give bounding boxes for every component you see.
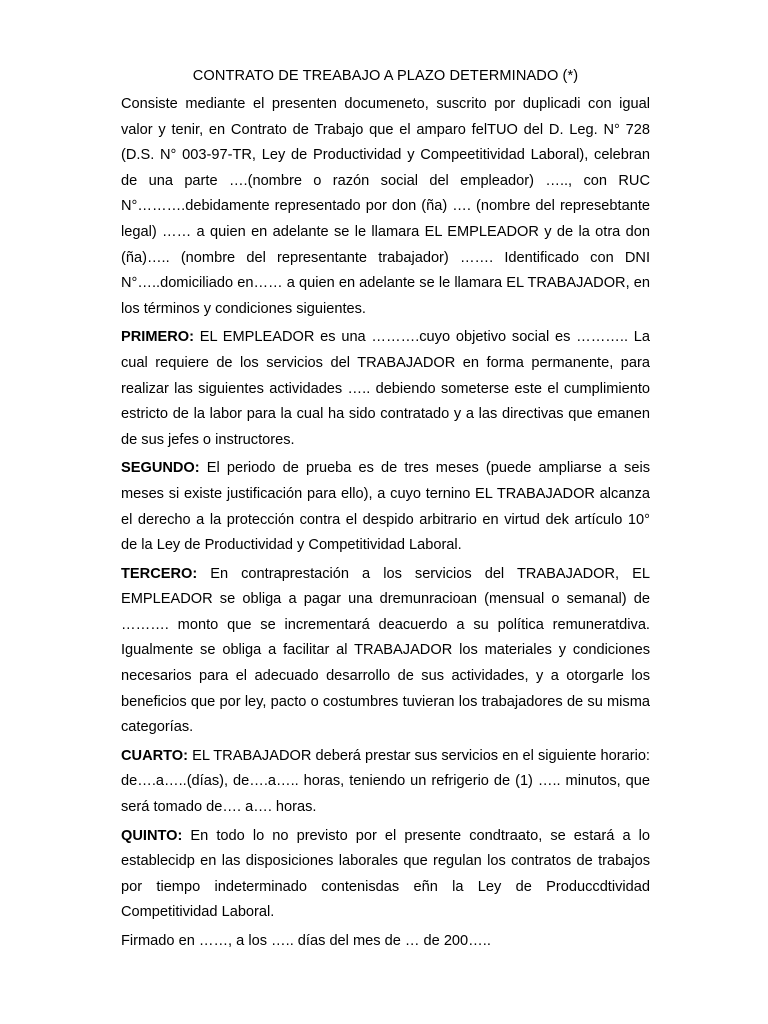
intro-paragraph: Consiste mediante el presenten documeneto, suscrito por duplicadi con igual valor y tenir, en Contrato de Trabajo que el amparo felTUO del D. Leg. N° 728 (D.S. N° 003-97-TR, Ley de Productividad y Compeetitividad Laboral), celebran de una parte ….(nombre o razón social del empleador) ….., con RUC N°……….debidamente representado por don (ña) …. (nombre del represebtante legal) …… a quien en adelante se le llamara EL EMPLEADOR y de la otra don (ña)….. (nombre del representante trabajador) ……. Identificado con DNI N°…..domiciliado en…… a quien en adelante se le llamara EL TRABAJADOR, en los términos y condiciones siguientes. <box>121 96 650 317</box>
clause-text: En todo lo no previsto por el presente condtraato, se estará a lo establecidp en las disposiciones laborales que regulan los contratos de trabajos por tiempo indeterminado contenisdas eñn la Ley de Produccdtividad Competitividad Laboral. <box>121 827 650 921</box>
signature-line: Firmado en ……, a los ….. días del mes de … de 200….. <box>121 933 491 949</box>
contract-page <box>121 66 650 955</box>
clause-heading: CUARTO: <box>121 747 189 764</box>
clause-text: EL TRABAJADOR deberá prestar sus servicios en el siguiente horario: de….a…..(días), de….a….. horas, teniendo un refrigerio de (1) ….. minutos, que será tomado de…. a…. horas. <box>121 747 650 816</box>
clause-heading: TERCERO: <box>121 565 198 582</box>
clause-heading: QUINTO: <box>121 827 183 844</box>
clause-quinto <box>121 824 650 926</box>
clause-text: EL EMPLEADOR es una ……….cuyo objetivo social es ……….. La cual requiere de los servicios del TRABAJADOR en forma permanente, para realizar las siguientes actividades ….. debiendo someterse este el cumplimiento estricto de la labor para la cual ha sido contratado y a las directivas que emanen de sus jefes o instructores. <box>121 329 650 448</box>
clause-text: El periodo de prueba es de tres meses (puede ampliarse a seis meses si existe justificación para ello), a cuyo ternino EL TRABAJADOR alcanza el derecho a la protección contra el despido arbitrario en virtud dek artículo 10° de la Ley de Productividad y Competitividad Laboral. <box>121 460 650 554</box>
clause-heading: PRIMERO: <box>121 329 194 346</box>
clause-heading: SEGUNDO: <box>121 460 200 477</box>
document-title: CONTRATO DE TREABAJO A PLAZO DETERMINADO (*) <box>192 68 579 84</box>
clause-cuarto <box>121 744 650 821</box>
clause-tercero <box>121 562 650 741</box>
clause-text: En contraprestación a los servicios del TRABAJADOR, EL EMPLEADOR se obliga a pagar una dremunracioan (mensual o semanal) de ………. monto que se incrementará deacuerdo a su política remuneratdiva. Igualmente se obliga a facilitar al TRABAJADOR los materiales y condiciones necesarios para el adecuado desarrollo de sus actividades, y a otorgarle los beneficios que por ley, pacto o costumbres tuvieran los trabajadores de su misma categorías. <box>121 565 650 736</box>
clause-primero <box>121 325 650 453</box>
clause-segundo <box>121 456 650 558</box>
